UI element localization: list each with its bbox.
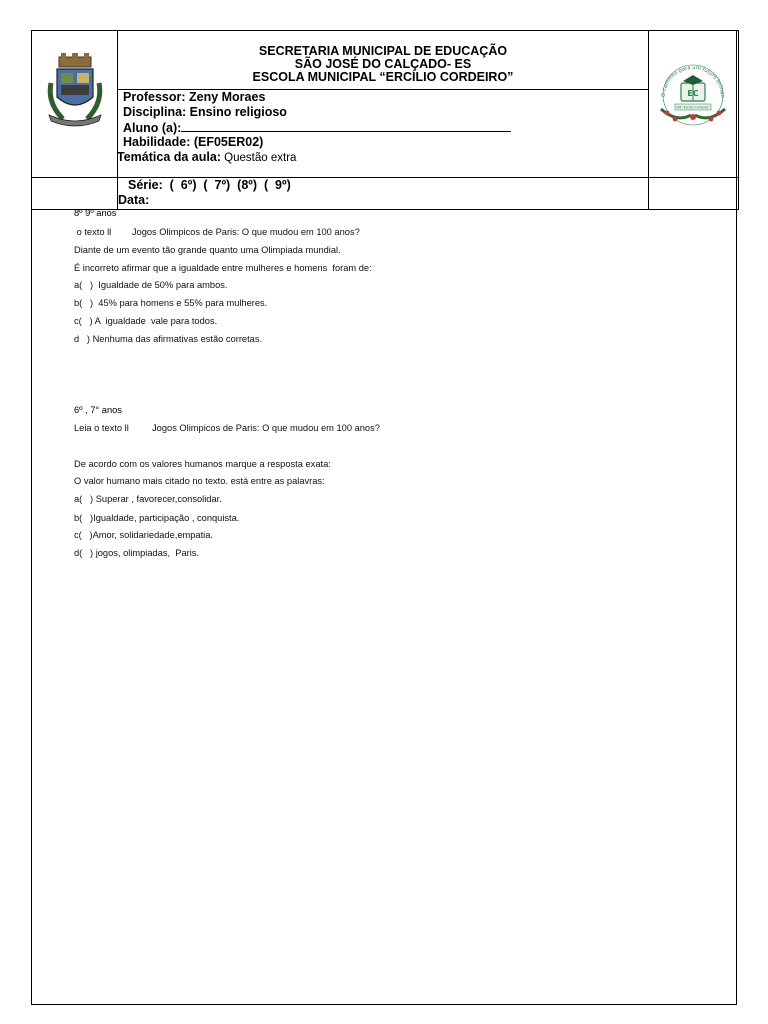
left-logo-cell — [32, 31, 118, 178]
emblem-arc-text: O caminho para um futuro brilhan — [660, 64, 726, 98]
aluno-label: Aluno (a): — [123, 121, 182, 135]
option-c-8-9[interactable]: c( ) A igualdade vale para todos. — [74, 316, 218, 326]
emblem-letters: EC — [687, 89, 699, 98]
aluno-line — [123, 120, 511, 135]
text-reference-8-9: o texto ll Jogos Olimpicos de Paris: O que mudou em 100 anos? — [74, 227, 360, 237]
grade-label-6-7: 6º , 7° anos — [74, 405, 122, 415]
serie-line: Série: ( 6º) ( 7º) (8º) ( 9º) — [128, 178, 291, 192]
title-line-school: ESCOLA MUNICIPAL “ERCÍLIO CORDEIRO” — [252, 70, 514, 84]
title-line-city: SÃO JOSÉ DO CALÇADO- ES — [294, 57, 472, 71]
tematica-line — [117, 150, 296, 165]
intro-8-9: Diante de um evento tão grande quanto uma Olimpiada mundial. — [74, 245, 341, 255]
disciplina-line: Disciplina: Ensino religioso — [123, 105, 287, 119]
text-reference-6-7: Leia o texto ll Jogos Olimpicos de Paris: O que mudou em 100 anos? — [74, 423, 380, 433]
title-line-secretaria: SECRETARIA MUNICIPAL DE EDUCAÇÃO — [258, 44, 508, 58]
intro-6-7: De acordo com os valores humanos marque a resposta exata: — [74, 459, 331, 469]
option-d-8-9[interactable]: d ) Nenhuma das afirmativas estão corretas. — [74, 334, 263, 344]
aluno-blank-field[interactable] — [181, 120, 511, 132]
tematica-value: Questão extra — [220, 152, 297, 164]
habilidade-line: Habilidade: (EF05ER02) — [123, 135, 264, 149]
municipal-coat-of-arms-icon — [45, 53, 105, 127]
option-c-6-7[interactable]: c( )Amor, solidariedade,empatia. — [74, 530, 213, 540]
option-b-8-9[interactable]: b( ) 45% para homens e 55% para mulheres. — [74, 298, 268, 308]
question-6-7: O valor humano mais citado no texto. está entre as palavras: — [74, 476, 325, 486]
option-a-6-7[interactable]: a( ) Superar , favorecer,consolidar. — [74, 494, 222, 504]
professor-line: Professor: Zeny Moraes — [123, 90, 266, 104]
header-table — [31, 30, 739, 210]
option-b-6-7[interactable]: b( )Igualdade, participação , conquista. — [74, 513, 240, 523]
tematica-label: Temática da aula: — [117, 150, 221, 164]
data-line: Data: — [118, 193, 150, 207]
serie-right-cell — [649, 178, 739, 210]
serie-left-cell — [32, 178, 118, 210]
question-8-9: É incorreto afirmar que a igualdade entre mulheres e homens foram de: — [74, 263, 372, 273]
option-d-6-7[interactable]: d( ) jogos, olimpiadas, Paris. — [74, 548, 200, 558]
header-title-cell — [118, 31, 649, 178]
info-block — [118, 89, 648, 174]
right-logo-cell — [649, 31, 739, 178]
school-emblem-icon — [653, 55, 733, 139]
emblem-ribbon-text: EM “Ercílio Cordeiro” — [676, 105, 710, 110]
option-a-8-9[interactable]: a( ) Igualdade de 50% para ambos. — [74, 280, 228, 290]
grade-label-8-9: 8º 9º anos — [74, 208, 117, 218]
school-title — [118, 31, 648, 84]
serie-cell — [118, 178, 649, 210]
